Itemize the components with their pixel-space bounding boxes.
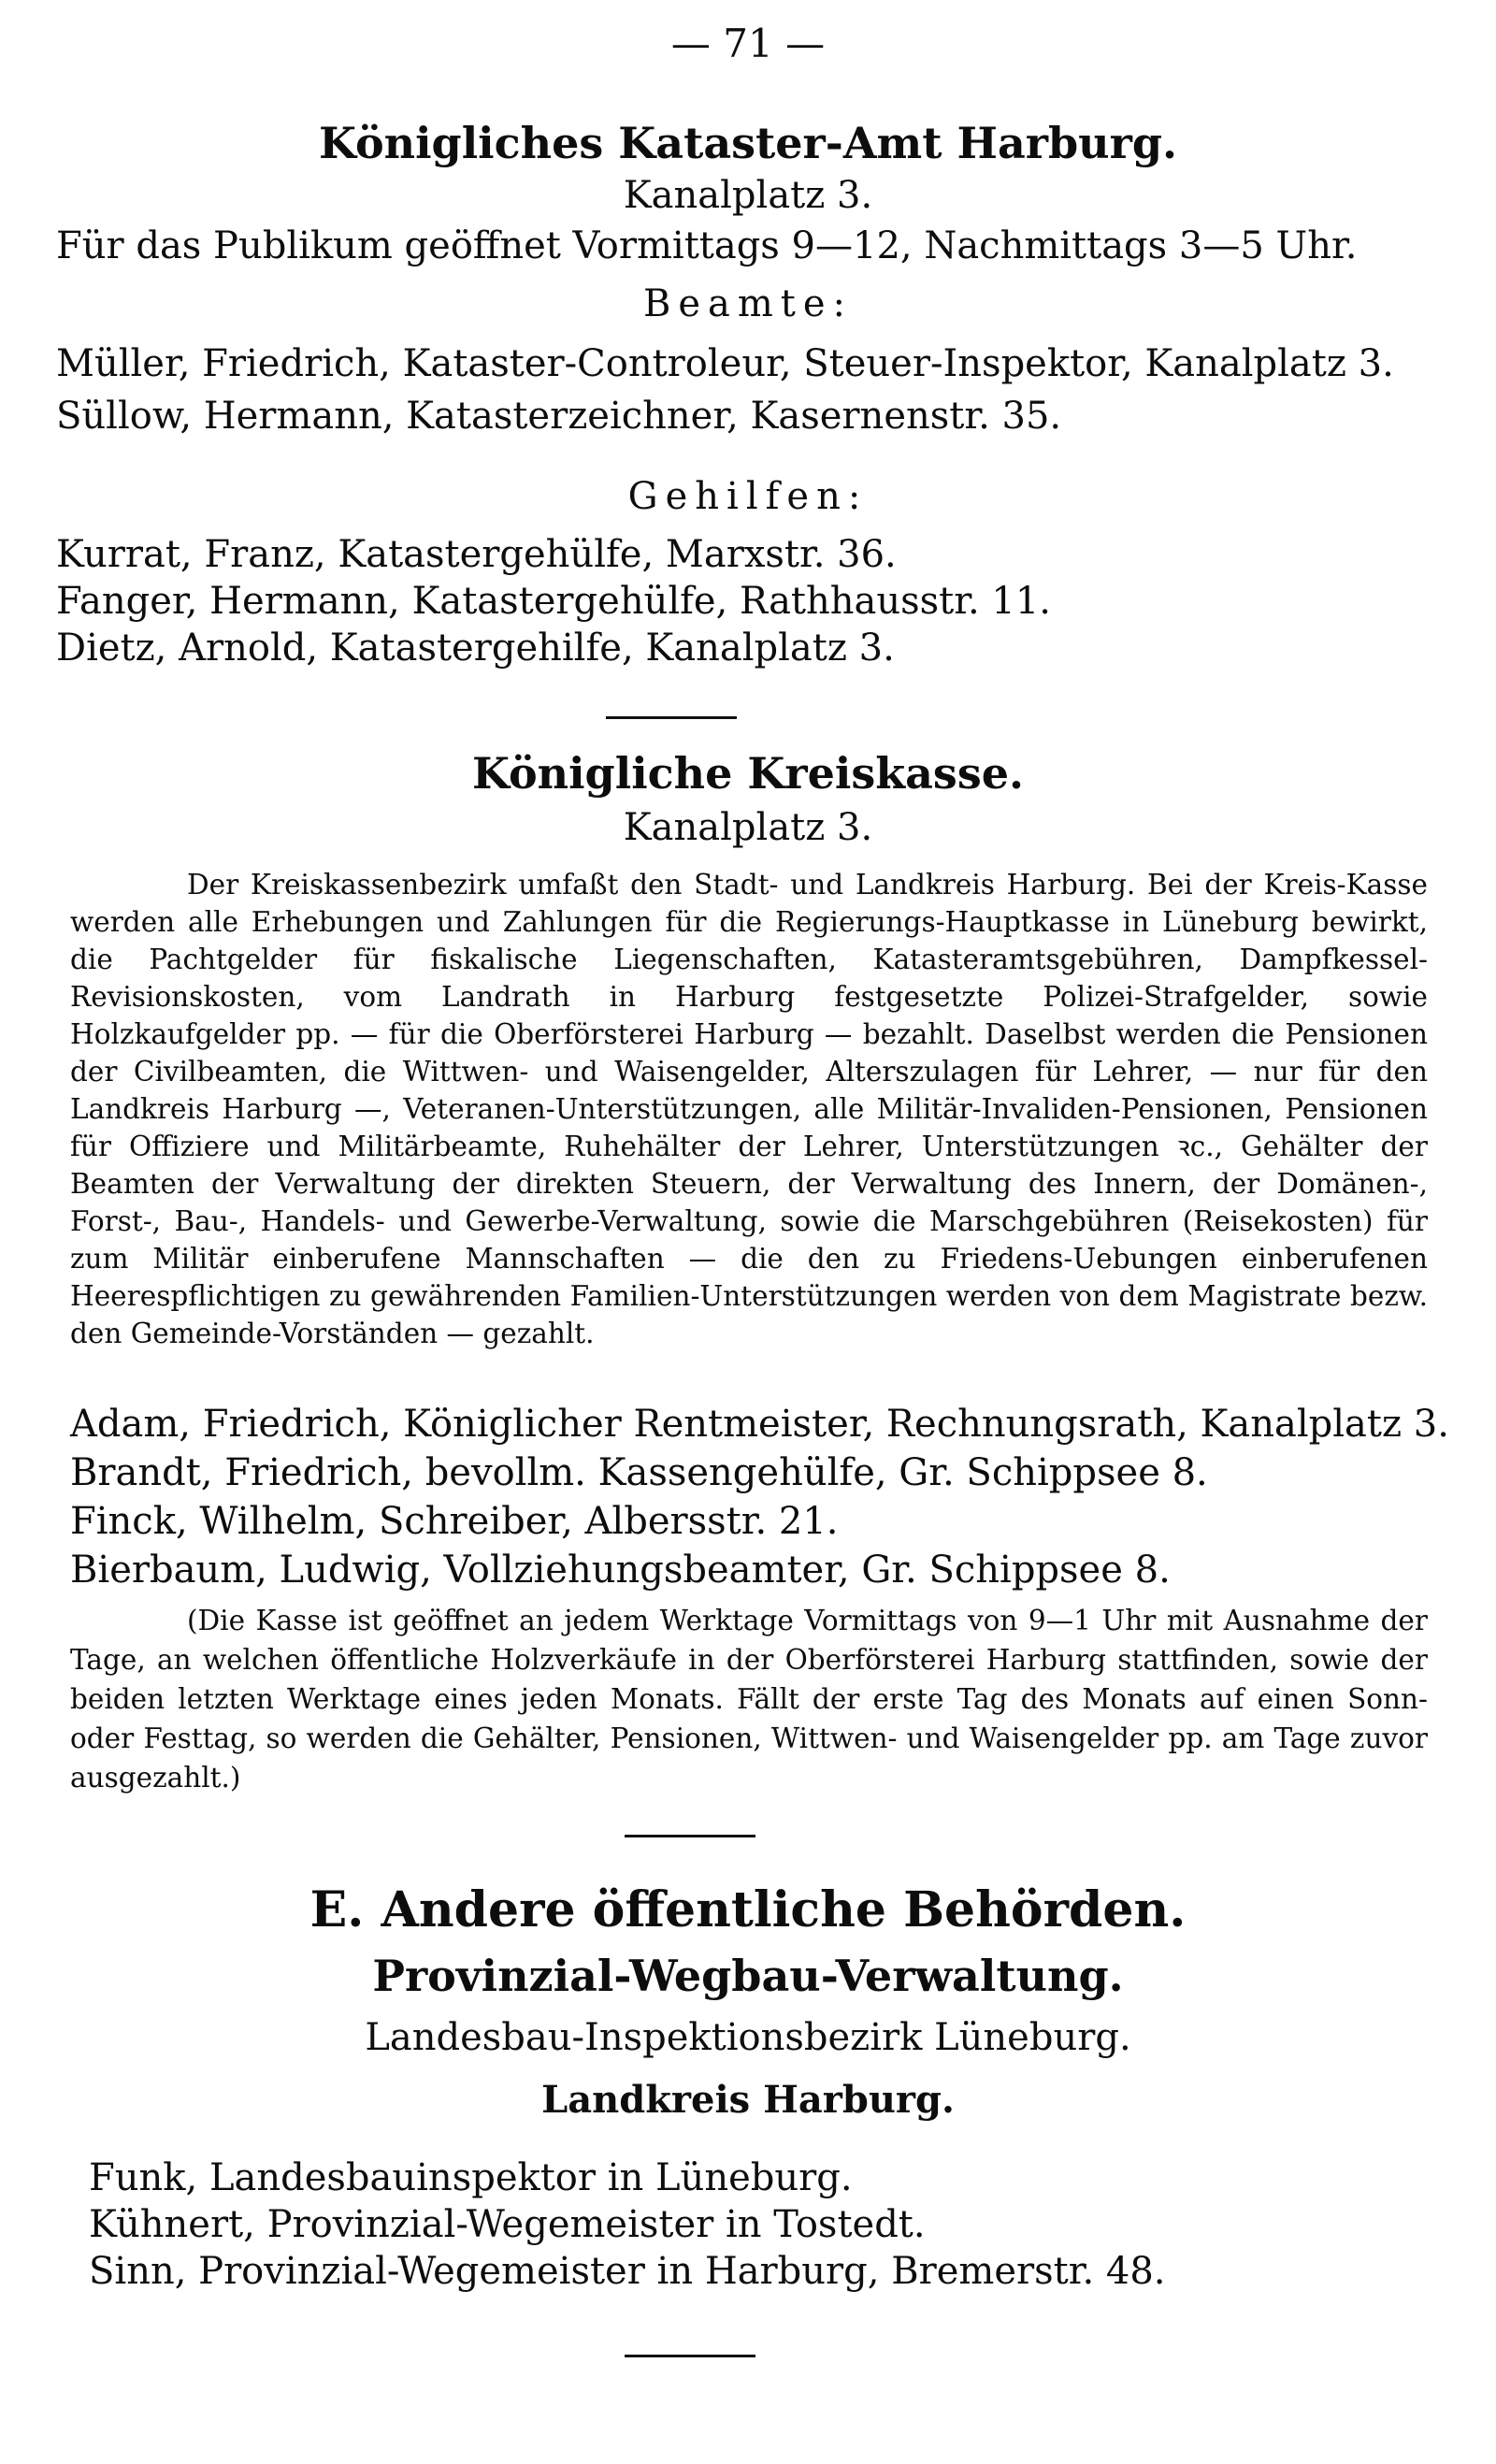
section-e-staff-entry: Kühnert, Provinzial-Wegemeister in Tostedt. (89, 2203, 926, 2246)
section-divider (625, 1835, 755, 1837)
kataster-assistant-entry: Kurrat, Franz, Katastergehülfe, Marxstr. 36. (56, 533, 897, 576)
kataster-assistant-entry: Fanger, Hermann, Katastergehülfe, Rathhausstr. 11. (56, 580, 1052, 623)
kreiskasse-staff-entry: Bierbaum, Ludwig, Vollziehungsbeamter, Gr. Schippsee 8. (70, 1549, 1171, 1592)
kreiskasse-staff-entry: Finck, Wilhelm, Schreiber, Albersstr. 21. (70, 1500, 839, 1543)
kataster-official-entry: Müller, Friedrich, Kataster-Controleur, Steuer-Inspektor, Kanalplatz 3. (56, 342, 1394, 385)
kreiskasse-staff-entry: Brandt, Friedrich, bevollm. Kassengehülfe, Gr. Schippsee 8. (70, 1451, 1208, 1494)
section-e-title: E. Andere öffentliche Behörden. (309, 1881, 1187, 1938)
kataster-address: Kanalplatz 3. (623, 174, 873, 217)
kreiskasse-title: Königliche Kreiskasse. (471, 748, 1025, 799)
section-e-staff-entry: Funk, Landesbauinspektor in Lüneburg. (89, 2156, 853, 2199)
page-number: — 71 — (670, 21, 826, 66)
section-e-county: Landkreis Harburg. (541, 2078, 955, 2122)
section-e-district: Landesbau-Inspektionsbezirk Lüneburg. (365, 2016, 1131, 2059)
kreiskasse-description: Der Kreiskassenbezirk umfaßt den Stadt- und Landkreis Harburg. Bei der Kreis-Kasse werden alle Erhebungen und Zahlungen für die Regierungs-Hauptkasse in Lüneburg bewirkt, die Pachtgelder für fiskalische Liegenschaften, Katasteramtsgebühren, Dampfkessel-Revisionskosten, vom Landrath in Harburg festgesetzte Polizei-Strafgelder, sowie Holzkaufgelder pp. — für die Oberförsterei Harburg — bezahlt. Daselbst werden die Pensionen der Civilbeamten, die Wittwen- und Waisengelder, Alterszulagen für Lehrer, — nur für den Landkreis Harburg —, Veteranen-Unterstützungen, alle Militär-Invaliden-Pensionen, Pensionen für Offiziere und Militärbeamte, Ruhehälter der Lehrer, Unterstützungen ꝛc., Gehälter der Beamten der Verwaltung der direkten Steuern, der Verwaltung des Innern, der Domänen-, Forst-, Bau-, Handels- und Gewerbe-Verwaltung, sowie die Marschgebühren (Reisekosten) für zum Militär einberufene Mannschaften — die den zu Friedens-Uebungen einberufenen Heerespflichtigen zu gewährenden Familien-Unterstützungen werden von dem Magistrate bezw. den Gemeinde-Vorständen — gezahlt. (70, 869, 1428, 1349)
section-divider (606, 716, 737, 719)
kreiskasse-address: Kanalplatz 3. (623, 806, 873, 849)
kreiskasse-opening-note: (Die Kasse ist geöffnet an jedem Werktage Vormittags von 9—1 Uhr mit Ausnahme der Tage, an welchen öffentliche Holzverkäufe in der Oberförsterei Harburg stattfinden, sowie der beiden letzten Werktage eines jeden Monats. Fällt der erste Tag des Monats auf einen Sonn- oder Festtag, so werden die Gehälter, Pensionen, Wittwen- und Waisengelder pp. am Tage zuvor ausgezahlt.) (70, 1605, 1428, 1794)
kataster-assistant-entry: Dietz, Arnold, Katastergehilfe, Kanalplatz 3. (56, 627, 895, 670)
section-divider (625, 2355, 755, 2357)
kataster-title: Königliches Kataster-Amt Harburg. (318, 118, 1178, 168)
kataster-officials-heading: Beamte: (642, 282, 854, 325)
kataster-official-entry: Süllow, Hermann, Katasterzeichner, Kasernenstr. 35. (56, 395, 1062, 438)
kataster-assistants-heading: Gehilfen: (627, 475, 869, 518)
kataster-hours: Für das Publikum geöffnet Vormittags 9—12, Nachmittags 3—5 Uhr. (56, 224, 1358, 267)
section-e-staff-entry: Sinn, Provinzial-Wegemeister in Harburg, Bremerstr. 48. (89, 2250, 1166, 2293)
kreiskasse-staff-entry: Adam, Friedrich, Königlicher Rentmeister, Rechnungsrath, Kanalplatz 3. (70, 1403, 1449, 1446)
section-e-subtitle: Provinzial-Wegbau-Verwaltung. (372, 1951, 1124, 2001)
